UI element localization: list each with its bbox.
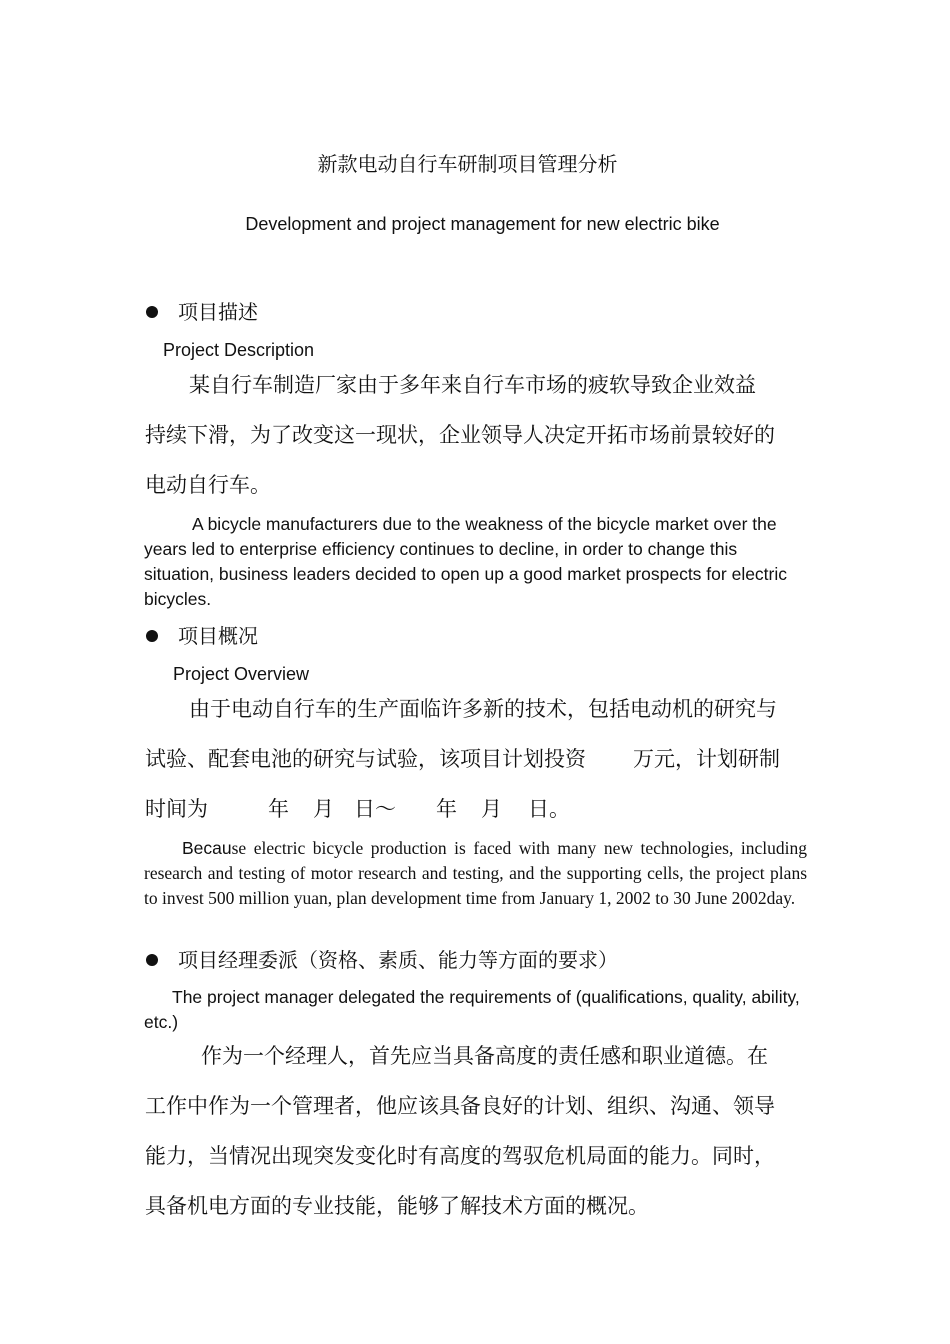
section-heading-text: 项目描述 [178,300,258,324]
paragraph-text: se electric bicycle production is faced with many new technologies, including research and testing of motor research and testing, and the supporting cells, the project plans to invest 500 million yuan, plan development time from January 1, 2002 to 30 June 2002day. [144,838,807,908]
bullet-icon [146,306,158,318]
paragraph-text: A bicycle manufacturers due to the weakness of the bicycle market over the years led to enterprise efficiency continues to decline, in order to change this situation, business leaders decided to open up a good market prospects for electric bicycles. [144,514,788,609]
text-month: 月 [481,797,502,821]
text-time-label: 时间为 [145,797,208,821]
paragraph-text: The project manager delegated the requirements of (qualifications, quality, ability, etc.) [144,987,800,1032]
section-label-english: Project Overview [173,664,310,684]
text-day: 日。 [528,797,570,821]
title-english: Development and project management for new electric bike [245,214,720,234]
section-heading-text: 项目经理委派（资格、素质、能力等方面的要求） [178,948,618,972]
title-chinese: 新款电动自行车研制项目管理分析 [317,152,618,176]
paragraph-line: 工作中作为一个管理者，他应该具备良好的计划、组织、沟通、领导 [145,1094,775,1118]
text-plan: 万元，计划研制 [633,747,780,771]
bullet-icon [146,630,158,642]
bullet-icon [146,954,158,966]
paragraph-chinese [145,1031,807,1231]
section-label-english: Project Description [163,340,315,360]
paragraph-english [144,836,807,911]
paragraph-english [144,512,809,612]
text-month: 月 [313,797,334,821]
paragraph-line: 具备机电方面的专业技能，能够了解技术方面的概况。 [145,1194,649,1218]
paragraph-line: 持续下滑，为了改变这一现状，企业领导人决定开拓市场前景较好的 [145,423,775,447]
paragraph-line: 由于电动自行车的生产面临许多新的技术，包括电动机的研究与 [189,697,777,721]
section-heading-project-overview [146,620,258,649]
section-heading-project-description [146,296,258,325]
paragraph-line: 能力，当情况出现突发变化时有高度的驾驭危机局面的能力。同时， [145,1144,775,1168]
paragraph-chinese [145,684,807,834]
section-label-english [144,985,809,1035]
paragraph-line: 某自行车制造厂家由于多年来自行车市场的疲软导致企业效益 [189,373,756,397]
paragraph-lead: Becau [182,838,232,858]
section-heading-project-manager [146,944,618,973]
paragraph-line: 作为一个经理人，首先应当具备高度的责任感和职业道德。在 [201,1044,768,1068]
paragraph-chinese [145,360,807,510]
paragraph-line: 电动自行车。 [145,473,271,497]
section-heading-text: 项目概况 [178,624,258,648]
text-invest: 试验、配套电池的研究与试验，该项目计划投资 [145,747,586,771]
paragraph-line [145,734,807,784]
text-day: 日～ [354,797,396,821]
text-year: 年 [268,797,289,821]
paragraph-line [145,784,807,834]
text-year: 年 [436,797,457,821]
